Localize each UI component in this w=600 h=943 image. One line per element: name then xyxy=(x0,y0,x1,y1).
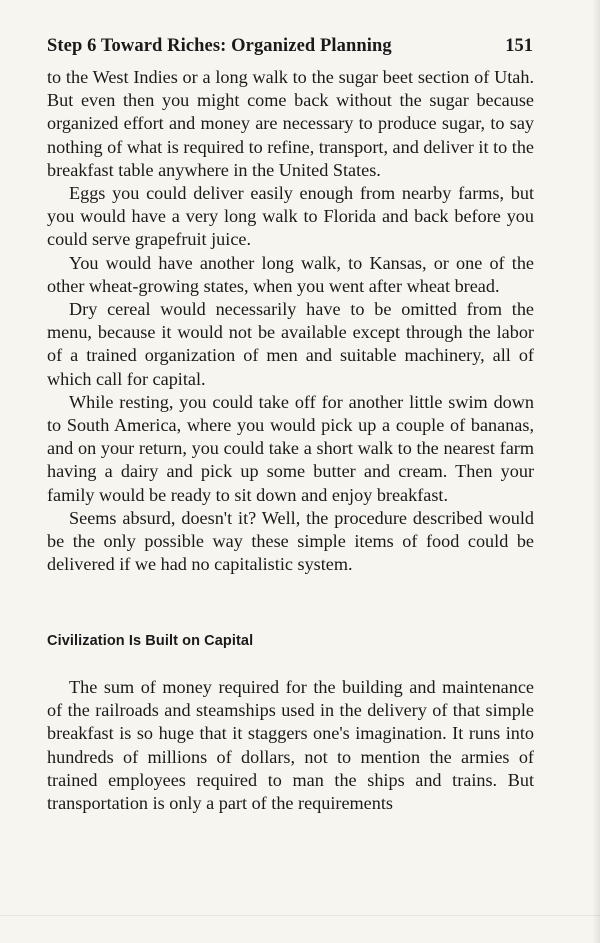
paragraph: The sum of money required for the building and maintenance of the railroads and steamships used in the delivery of that simple breakfast is so huge that it staggers one's imagination. It runs into hundreds of millions of dollars, not to mention the armies of trained employees required to man the ships and trains. But transportation is only a part of the requirements xyxy=(47,677,534,814)
page-header xyxy=(47,36,533,62)
page-edge-shadow xyxy=(592,0,600,943)
paragraph: Seems absurd, doesn't it? Well, the procedure described would be the only possible way these simple items of food could be delivered if we had no capitalistic system. xyxy=(47,507,534,575)
body-text xyxy=(47,66,534,576)
paragraph: While resting, you could take off for another little swim down to South America, where you would pick up a couple of bananas, and on your return, you could take a short walk to the nearest farm having a dairy and pick up some butter and cream. Then your family would be ready to sit down and enjoy breakfast. xyxy=(47,391,534,505)
paragraph: Eggs you could deliver easily enough from nearby farms, but you would have a very long walk to Florida and back before you could serve grapefruit juice. xyxy=(47,183,534,250)
paragraph: to the West Indies or a long walk to the sugar beet section of Utah. But even then you might come back without the sugar because organized effort and money are necessary to produce sugar, to say nothing of what is required to refine, transport, and deliver it to the breakfast table anywhere in the United States. xyxy=(47,67,534,180)
section-body-text xyxy=(47,676,534,815)
paragraph: Dry cereal would necessarily have to be omitted from the menu, because it would not be available except through the labor of a trained organization of men and suitable machinery, all of which call for capital. xyxy=(47,299,534,389)
paragraph: You would have another long walk, to Kansas, or one of the other wheat-growing states, when you went after wheat bread. xyxy=(47,252,534,296)
section-heading: Civilization Is Built on Capital xyxy=(47,633,254,649)
page-number: 151 xyxy=(505,36,533,56)
page-bottom-edge xyxy=(0,915,600,916)
running-head: Step 6 Toward Riches: Organized Planning xyxy=(47,36,392,56)
